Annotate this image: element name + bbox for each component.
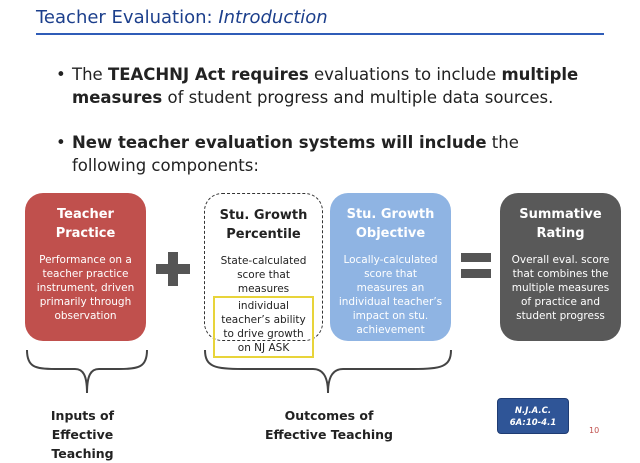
bullet-marker: • <box>56 65 66 84</box>
inputs-caption: Inputs of Effective Teaching <box>50 408 115 461</box>
bullet-part-bold: TEACHNJ Act requires <box>107 65 309 84</box>
outcomes-brace-icon <box>203 349 453 395</box>
box-heading: Teacher Practice <box>55 207 116 241</box>
highlighted-text: individual teacher’s ability to drive growth on NJ ASK <box>213 296 314 358</box>
bullet-teachnj <box>56 63 592 109</box>
bullet-part: evaluations to include <box>308 65 502 84</box>
student-growth-percentile-box <box>204 193 323 354</box>
box-description: Performance on a teacher practice instrument, driven primarily through observation <box>36 254 135 322</box>
page-number: 10 <box>589 426 600 435</box>
title-underline <box>36 33 604 35</box>
title-main: Teacher Evaluation: <box>36 7 219 28</box>
slide-title <box>36 7 328 28</box>
box-heading: Stu. Growth Percentile <box>219 208 308 242</box>
box-description-text: State-calculated score that measures <box>220 255 307 295</box>
inputs-brace-icon <box>25 349 149 395</box>
summative-rating-box <box>500 193 621 341</box>
bullet-part: The <box>72 65 108 84</box>
bullet-components <box>56 131 592 177</box>
bullet-part: the following components: <box>72 133 519 175</box>
equals-icon <box>461 253 491 279</box>
box-description: Overall eval. score that combines the multiple measures of practice and student progress <box>511 254 610 322</box>
box-heading: Stu. Growth Objective <box>346 207 435 241</box>
citation-line: 6A:10-4.1 <box>509 418 557 428</box>
bullet-text <box>72 131 592 177</box>
title-subtitle: Introduction <box>218 7 328 28</box>
box-heading: Summative Rating <box>519 207 602 241</box>
bullet-marker: • <box>56 133 66 152</box>
bullet-part-bold: New teacher evaluation systems will include <box>72 133 487 152</box>
plus-icon <box>156 252 190 286</box>
citation-line: N.J.A.C. <box>514 406 552 416</box>
box-description: Locally-calculated score that measures an individual teacher’s impact on stu. achievement <box>338 254 443 336</box>
box-description <box>205 254 322 358</box>
outcomes-caption: Outcomes of Effective Teaching <box>264 408 393 442</box>
bullet-part-bold: multiple measures <box>72 65 579 107</box>
teacher-practice-box <box>25 193 146 341</box>
student-growth-objective-box <box>330 193 451 341</box>
bullet-part: of student progress and multiple data sources. <box>162 88 554 107</box>
bullet-text <box>72 63 592 109</box>
citation-badge <box>497 398 569 434</box>
